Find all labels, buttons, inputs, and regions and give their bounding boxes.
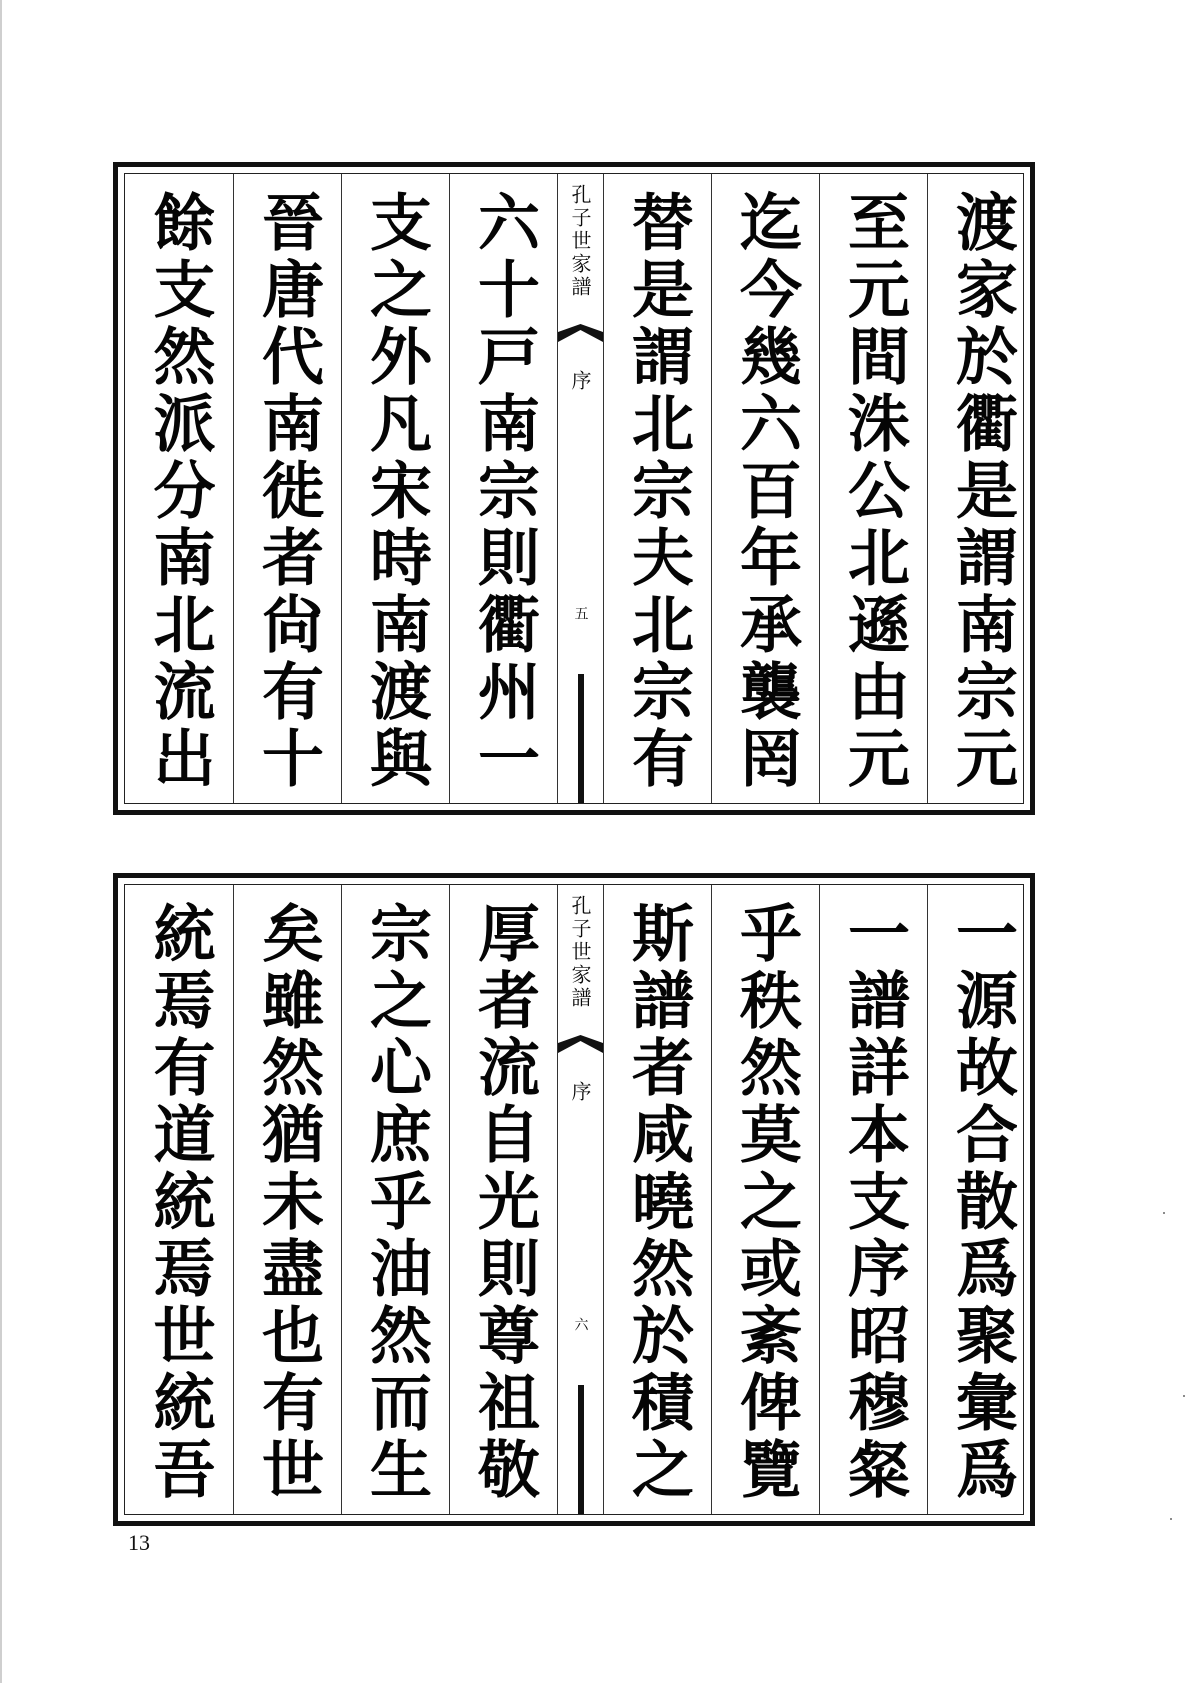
leaf-panel-top <box>113 162 1035 815</box>
text-column <box>449 885 557 1514</box>
leaf-panel-bottom <box>113 873 1035 1526</box>
section-label: 序 <box>568 1081 592 1101</box>
leaf-number: 五 <box>572 606 589 620</box>
text-column <box>603 885 711 1514</box>
book-title: 孔子世家譜 <box>568 184 592 299</box>
column-text: 厚者流自光則尊祖敬 <box>467 901 541 1504</box>
leaf-inner-frame <box>124 884 1024 1515</box>
column-text: 乎秩然莫之或紊俾覽 <box>729 901 803 1504</box>
text-column <box>341 885 449 1514</box>
leaf-inner-frame <box>124 173 1024 804</box>
text-column <box>233 174 341 803</box>
text-column <box>125 174 233 803</box>
center-fold-strip <box>557 885 603 1514</box>
text-column <box>233 885 341 1514</box>
leaf-number: 六 <box>572 1317 589 1331</box>
section-label: 序 <box>568 370 592 390</box>
fold-bar <box>578 1385 584 1514</box>
text-column <box>125 885 233 1514</box>
column-text: 宗之心庶乎油然而生 <box>359 901 433 1504</box>
column-text: 斯譜者咸曉然於積之 <box>621 901 695 1504</box>
column-text: 晉唐代南徙者尙有十 <box>251 190 325 793</box>
text-column <box>341 174 449 803</box>
fish-tail-ornament <box>558 1035 603 1063</box>
column-text: 餘支然派分南北流出 <box>143 190 216 793</box>
column-text: 一譜詳本支序昭穆粲 <box>837 901 911 1504</box>
fold-bar <box>578 674 584 803</box>
scan-speck <box>1183 1395 1185 1397</box>
text-column <box>711 174 819 803</box>
column-text: 渡家於衢是謂南宗元 <box>945 190 1019 793</box>
column-text: 支之外凡宋時南渡與 <box>359 190 433 793</box>
column-text: 替是謂北宗夫北宗有 <box>621 190 695 793</box>
scan-speck <box>1170 1518 1172 1520</box>
center-fold-strip <box>557 174 603 803</box>
page-edge <box>0 0 2 1683</box>
column-text: 六十戸南宗則衢州一 <box>467 190 541 793</box>
text-column <box>711 885 819 1514</box>
text-column <box>819 885 927 1514</box>
text-column <box>927 885 1035 1514</box>
column-text: 一源故合散爲聚彙爲 <box>945 901 1019 1504</box>
text-column <box>449 174 557 803</box>
scan-speck <box>1163 1212 1165 1214</box>
page-number: 13 <box>128 1530 150 1555</box>
fish-tail-ornament <box>558 324 603 352</box>
column-text: 至元間洙公北遜由元 <box>837 190 911 793</box>
book-title: 孔子世家譜 <box>568 895 592 1010</box>
text-column <box>819 174 927 803</box>
column-text: 統焉有道統焉世統吾 <box>143 901 216 1504</box>
column-text: 迄今幾六百年承襲罔 <box>729 190 803 793</box>
text-column <box>603 174 711 803</box>
text-column <box>927 174 1035 803</box>
column-text: 矣雖然猶未盡也有世 <box>251 901 325 1504</box>
